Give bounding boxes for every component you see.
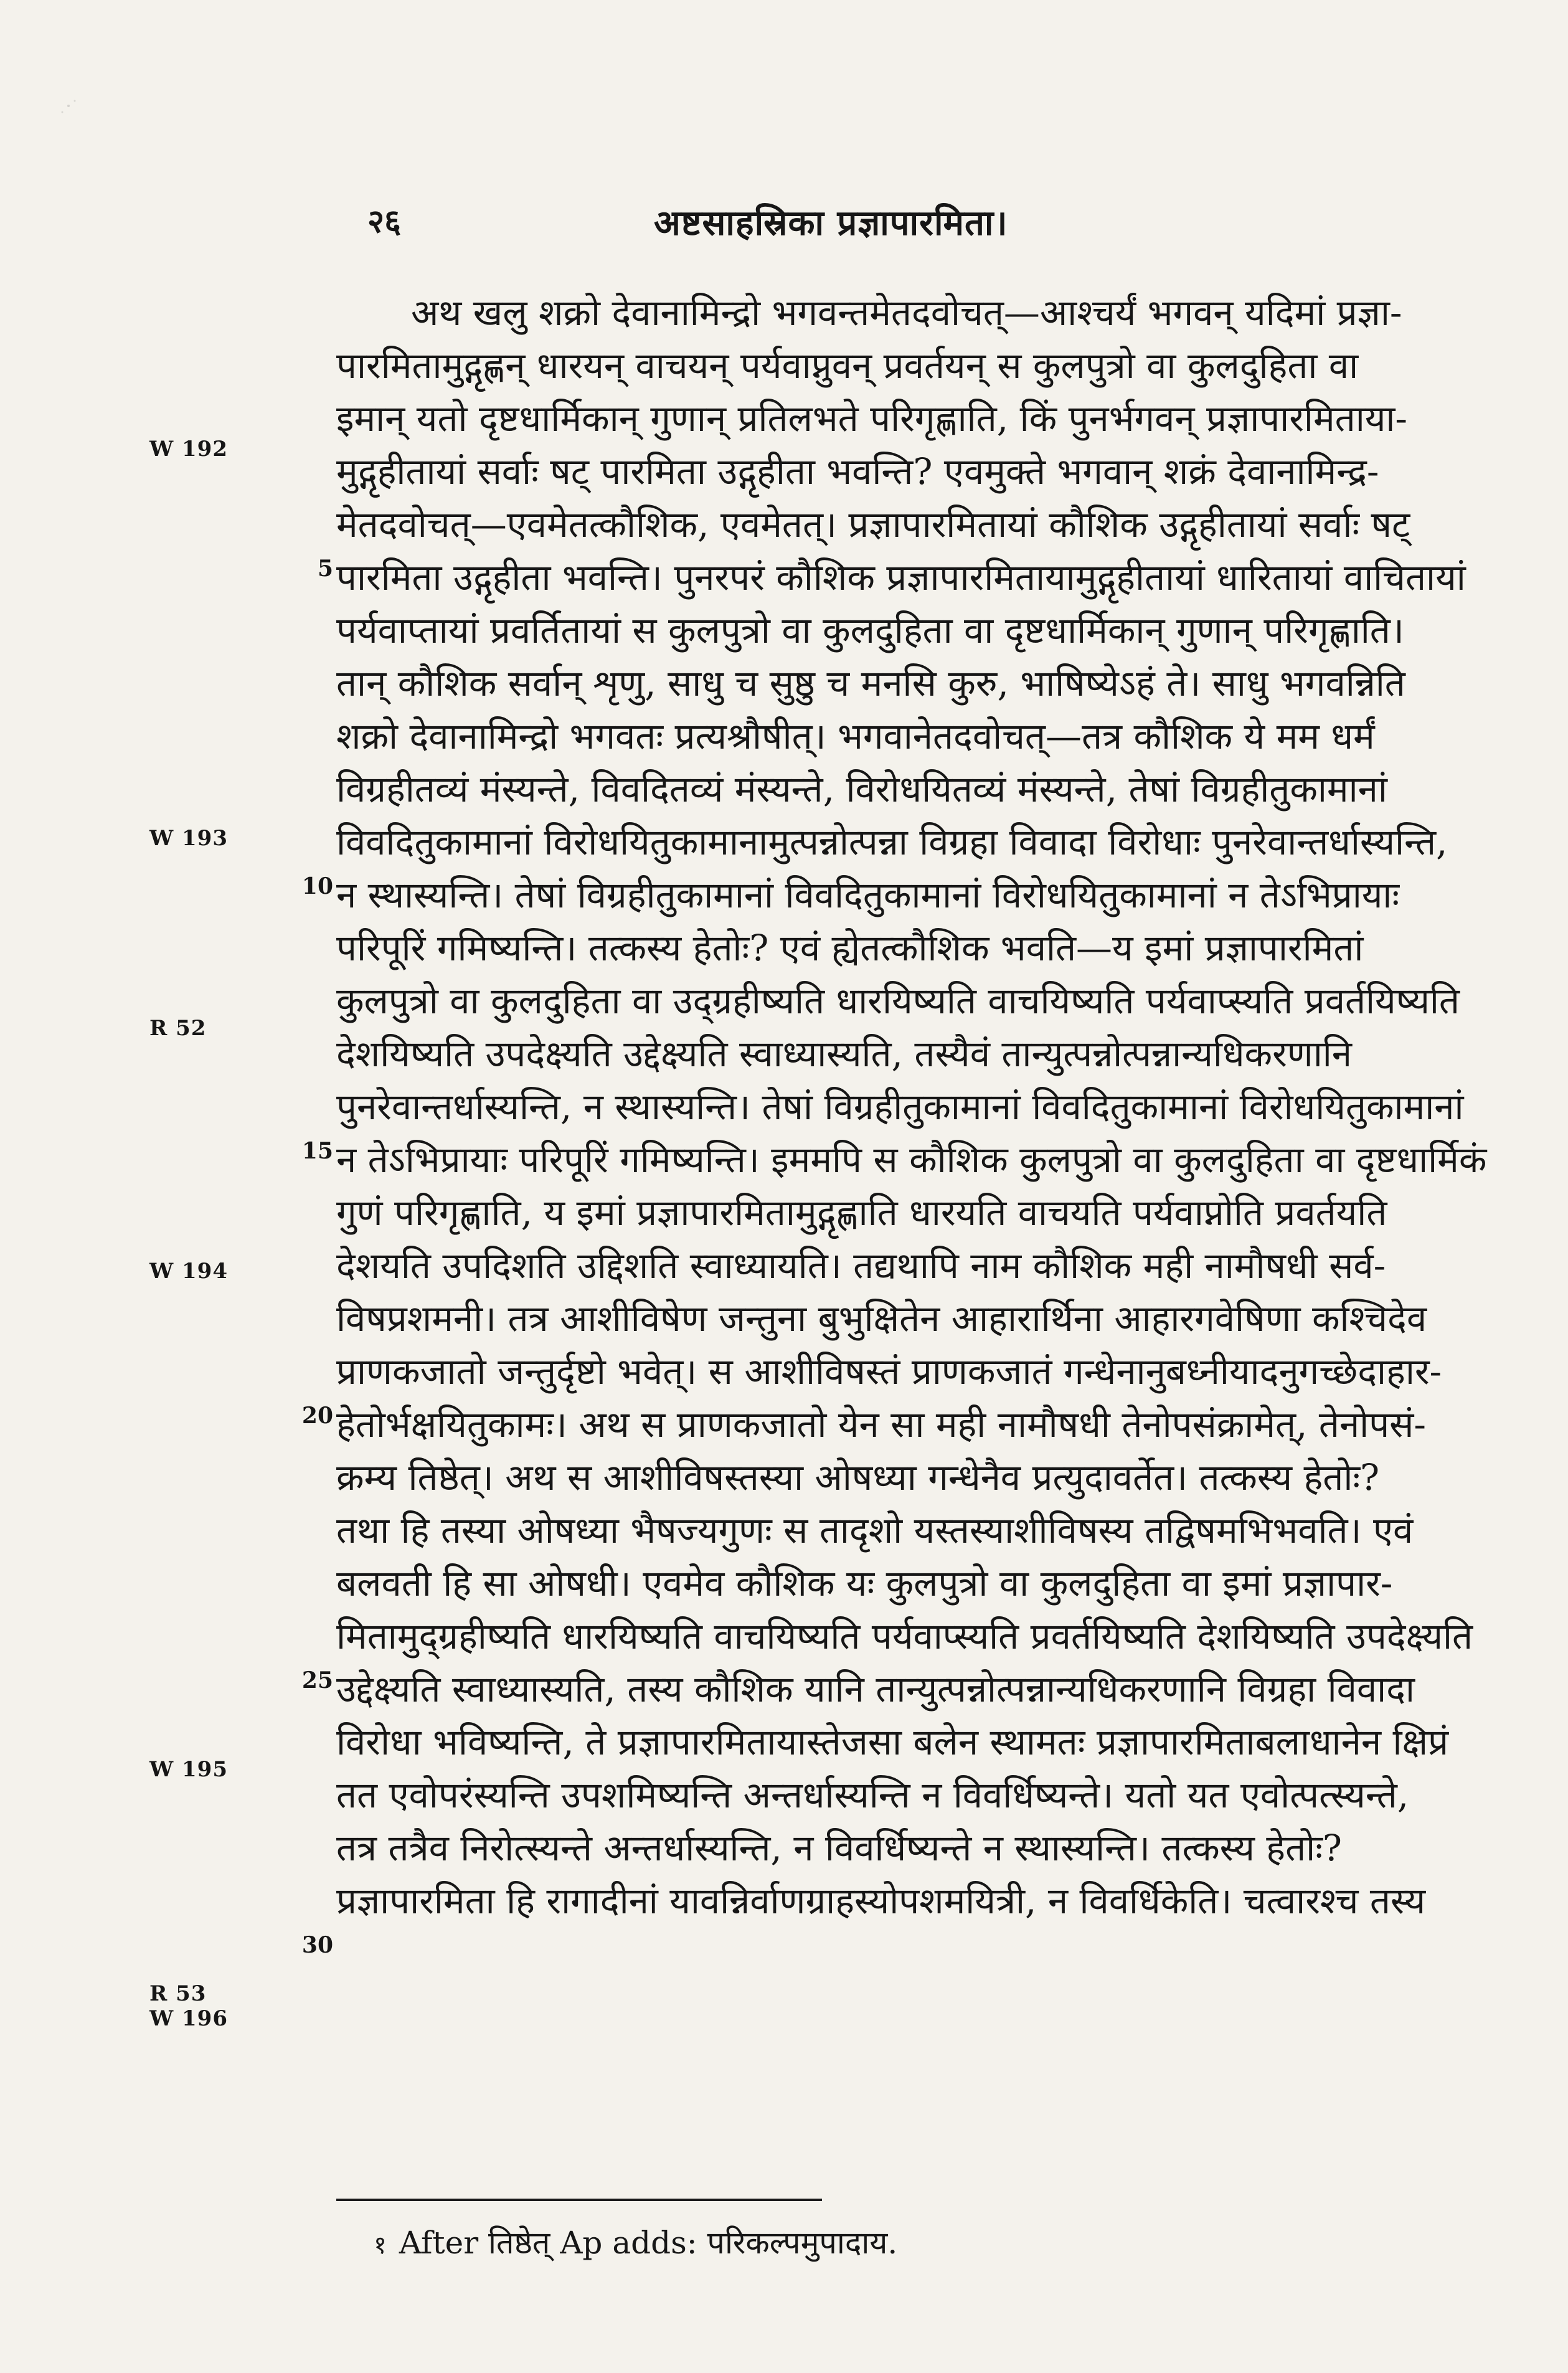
text-line: देशयति उपदिशति उद्दिशति स्वाध्यायति। तद्यथापि नाम कौशिक मही नामौषधी सर्व- (336, 1244, 1386, 1287)
margin-note: R 52 (149, 1016, 207, 1041)
text-line: पारमिता उद्गृहीता भवन्ति। पुनरपरं कौशिक प्रज्ञापारमितायामुद्गृहीतायां धारितायां वाचितायां (336, 556, 1466, 599)
text-line: इमान् यतो दृष्टधार्मिकान् गुणान् प्रतिलभते परिगृह्णाति, किं पुनर्भगवन् प्रज्ञापारमिताया- (336, 397, 1407, 440)
text-line: पर्यवाप्तायां प्रवर्तितायां स कुलपुत्रो वा कुलदुहिता वा दृष्टधार्मिकान् गुणान् परिगृह्णाति। (336, 609, 1404, 651)
line-number: 10 (301, 873, 333, 899)
text-line: मितामुद्ग्रहीष्यति धारयिष्यति वाचयिष्यति पर्यवाप्स्यति प्रवर्तयिष्यति देशयिष्यति उपदेक्ष्यति (336, 1615, 1473, 1657)
text-line: पुनरेवान्तर्धास्यन्ति, न स्थास्यन्ति। तेषां विग्रहीतुकामानां विवदितुकामानां विरोधयितुकामानां (336, 1086, 1464, 1128)
text-line: विग्रहीतव्यं मंस्यन्ते, विवदितव्यं मंस्यन्ते, विरोधयितव्यं मंस्यन्ते, तेषां विग्रहीतुकामानां (336, 768, 1387, 810)
footnote-text: After तिष्ठेत् Ap adds: परिकल्पमुपादाय. (399, 2225, 898, 2261)
line-number: 25 (301, 1667, 333, 1693)
text-line: पारमितामुद्गृह्णन् धारयन् वाचयन् पर्यवाप्नुवन् प्रवर्तयन् स कुलपुत्रो वा कुलदुहिता वा (336, 344, 1359, 387)
line-number: 5 (317, 556, 333, 582)
page-header (349, 198, 1532, 254)
text-line: क्रम्य तिष्ठेत्। अथ स आशीविषस्तस्या ओषध्या गन्धेनैव प्रत्युदावर्तेत। तत्कस्य हेतोः? (336, 1456, 1380, 1499)
text-line: प्राणकजातो जन्तुर्दृष्टो भवेत्। स आशीविषस्तं प्राणकजातं गन्धेनानुबध्नीयादनुगच्छेदाहार- (336, 1350, 1442, 1393)
text-line: तथा हि तस्या ओषध्या भैषज्यगुणः स तादृशो यस्तस्याशीविषस्य तद्विषमभिभवति। एवं (336, 1509, 1414, 1551)
text-line: उद्देक्ष्यति स्वाध्यास्यति, तस्य कौशिक यानि तान्युत्पन्नोत्पन्नान्यधिकरणानि विग्रहा विवादा (336, 1668, 1415, 1710)
margin-note: W 194 (149, 1259, 228, 1284)
line-number: 30 (301, 1932, 333, 1958)
text-line: कुलपुत्रो वा कुलदुहिता वा उद्ग्रहीष्यति धारयिष्यति वाचयिष्यति पर्यवाप्स्यति प्रवर्तयिष्यति (336, 980, 1460, 1022)
text-line: गुणं परिगृह्णाति, य इमां प्रज्ञापारमितामुद्गृह्णाति धारयति वाचयति पर्यवाप्नोति प्रवर्तयति (336, 1191, 1387, 1234)
text-line: न स्थास्यन्ति। तेषां विग्रहीतुकामानां विवदितुकामानां विरोधयितुकामानां न तेऽभिप्रायाः (336, 874, 1400, 916)
line-number: 15 (301, 1138, 333, 1164)
text-line: मुद्गृहीतायां सर्वाः षट् पारमिता उद्गृहीता भवन्ति? एवमुक्ते भगवान् शक्रं देवानामिन्द्र- (336, 450, 1379, 493)
text-line: न तेऽभिप्रायाः परिपूरिं गमिष्यन्ति। इममपि स कौशिक कुलपुत्रो वा कुलदुहिता वा दृष्टधार्मिकं (336, 1139, 1487, 1181)
paper-speck (50, 87, 87, 125)
text-line: प्रज्ञापारमिता हि रागादीनां यावन्निर्वाणग्राहस्योपशमयित्री, न विवर्धिकेति। चत्वारश्च तस्य (336, 1880, 1426, 1922)
footnote-marker: १ (374, 2231, 387, 2260)
text-line: हेतोर्भक्षयितुकामः। अथ स प्राणकजातो येन सा मही नामौषधी तेनोपसंक्रामेत्, तेनोपसं- (336, 1403, 1426, 1446)
text-line: अथ खलु शक्रो देवानामिन्द्रो भगवन्तमेतदवोचत्—आश्चर्यं भगवन् यदिमां प्रज्ञा- (411, 291, 1402, 334)
text-line: विषप्रशमनी। तत्र आशीविषेण जन्तुना बुभुक्षितेन आहारार्थिना आहारगवेषिणा कश्चिदेव (336, 1297, 1427, 1340)
margin-note: W 192 (149, 437, 228, 462)
footnote (374, 2220, 897, 2263)
margin-note: W 195 (149, 1757, 228, 1782)
text-line: मेतदवोचत्—एवमेतत्कौशिक, एवमेतत्। प्रज्ञापारमितायां कौशिक उद्गृहीतायां सर्वाः षट् (336, 503, 1410, 546)
main-text (336, 287, 1519, 1928)
text-line: विवदितुकामानां विरोधयितुकामानामुत्पन्नोत्पन्ना विग्रहा विवादा विरोधाः पुनरेवान्तर्धास्यन्ति, (336, 821, 1448, 863)
text-line: देशयिष्यति उपदेक्ष्यति उद्देक्ष्यति स्वाध्यास्यति, तस्यैवं तान्युत्पन्नोत्पन्नान्यधिकरणानि (336, 1033, 1352, 1075)
text-line: शक्रो देवानामिन्द्रो भगवतः प्रत्यश्रौषीत्। भगवानेतदवोचत्—तत्र कौशिक ये मम धर्मं (336, 715, 1375, 757)
running-title: अष्टसाहस्रिका प्रज्ञापारमिता। (654, 202, 1008, 244)
line-number: 20 (301, 1403, 333, 1429)
margin-note: W 193 (149, 826, 228, 851)
text-line: तत्र तत्रैव निरोत्स्यन्ते अन्तर्धास्यन्ति, न विवर्धिष्यन्ते न स्थास्यन्ति। तत्कस्य हेतोः? (336, 1827, 1343, 1869)
footnote-rule (336, 2199, 822, 2201)
text-line: तान् कौशिक सर्वान् शृणु, साधु च सुष्ठु च मनसि कुरु, भाषिष्येऽहं ते। साधु भगवन्निति (336, 662, 1405, 704)
text-line: बलवती हि सा ओषधी। एवमेव कौशिक यः कुलपुत्रो वा कुलदुहिता वा इमां प्रज्ञापार- (336, 1562, 1393, 1604)
margin-note: W 196 (149, 2006, 228, 2031)
text-line: विरोधा भविष्यन्ति, ते प्रज्ञापारमितायास्तेजसा बलेन स्थामतः प्रज्ञापारमिताबलाधानेन क्षिप्रं (336, 1721, 1449, 1763)
page-number: २६ (367, 202, 402, 240)
text-line: तत एवोपरंस्यन्ति उपशमिष्यन्ति अन्तर्धास्यन्ति न विवर्धिष्यन्ते। यतो यत एवोत्पत्स्यन्ते, (336, 1774, 1409, 1816)
margin-note: R 53 (149, 1981, 207, 2006)
text-line: परिपूरिं गमिष्यन्ति। तत्कस्य हेतोः? एवं ह्येतत्कौशिक भवति—य इमां प्रज्ञापारमितां (336, 927, 1364, 969)
